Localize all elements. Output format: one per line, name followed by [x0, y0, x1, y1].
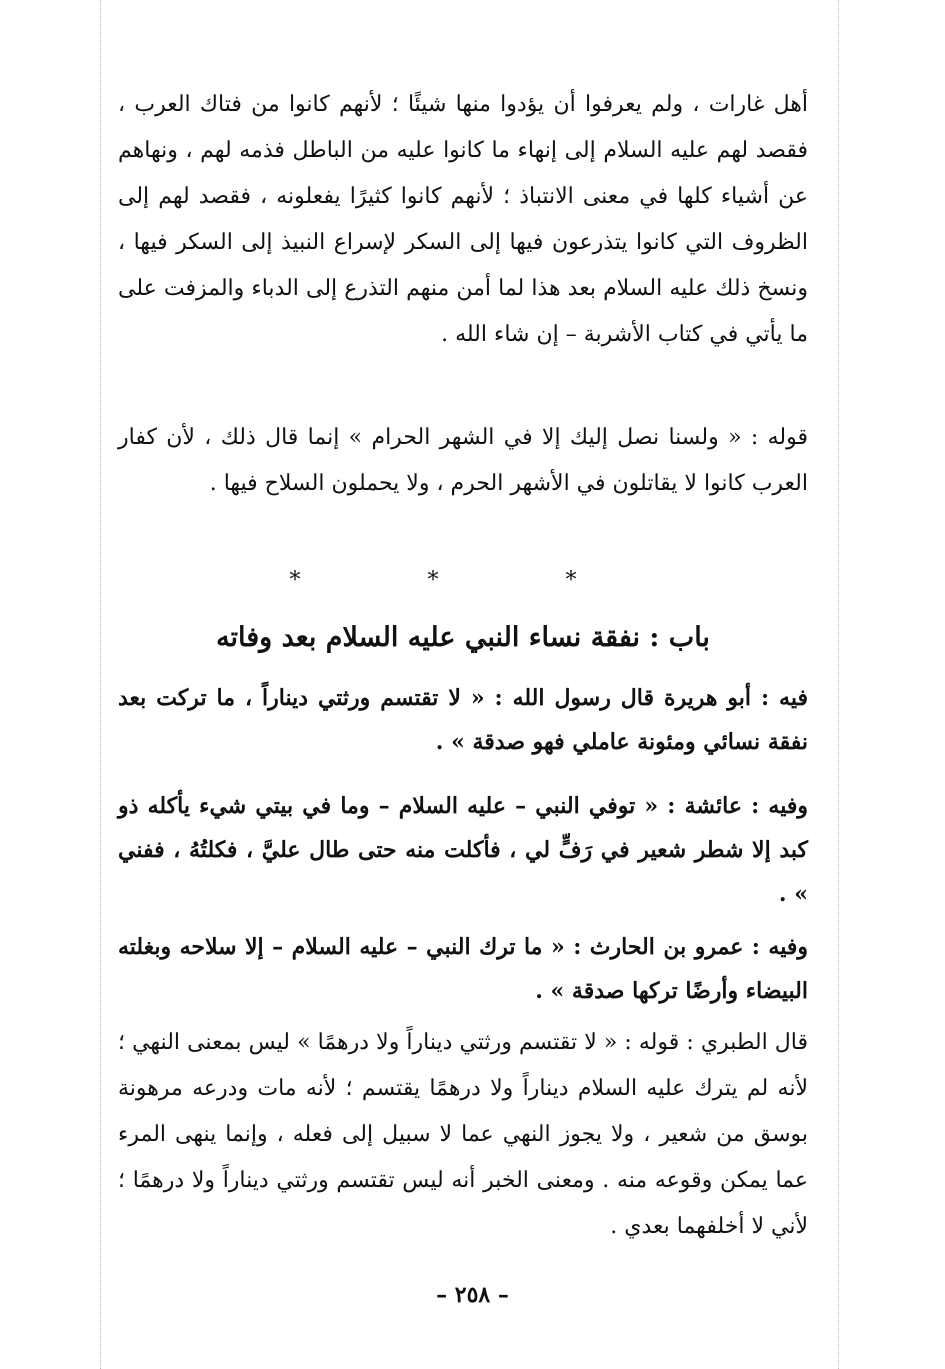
hadith-text: وفيه : عمرو بن الحارث : « ما ترك النبي – عليه السلام – إلا سلاحه وبغلته البيضاء وأرضًا تركها صدقة » .: [118, 934, 808, 1004]
commentary-paragraph-1: [118, 82, 808, 358]
page-number: – ٢٥٨ –: [436, 1282, 509, 1308]
hadith-text: فيه : أبو هريرة قال رسول الله : « لا تقتسم ورثتي ديناراً ، ما تركت بعد نفقة نسائي ومئونة عاملي فهو صدقة » .: [118, 685, 808, 755]
paragraph-text: قوله : « ولسنا نصل إليك إلا في الشهر الحرام » إنما قال ذلك ، لأن كفار العرب كانوا لا يقاتلون في الأشهر الحرم ، ولا يحملون السلاح فيها .: [118, 425, 808, 496]
left-margin-guide: [100, 0, 101, 1369]
commentary-paragraph-2: [118, 415, 808, 507]
section-divider-stars: * * *: [289, 568, 637, 593]
hadith-1: [118, 676, 808, 764]
right-margin-guide: [838, 0, 839, 1369]
hadith-3: [118, 925, 808, 1013]
chapter-heading: باب : نفقة نساء النبي عليه السلام بعد وفاته: [216, 622, 710, 653]
commentary-paragraph-3: [118, 1020, 808, 1250]
hadith-2: [118, 784, 808, 916]
hadith-text: وفيه : عائشة : « توفي النبي – عليه السلام – وما في بيتي شيء يأكله ذو كبد إلا شطر شعير في رَفٍّ لي ، فأكلت منه حتى طال عليَّ ، فكلتُهُ ، ففني » .: [118, 793, 808, 907]
paragraph-text: قال الطبري : قوله : « لا تقتسم ورثتي ديناراً ولا درهمًا » ليس بمعنى النهي ؛ لأنه لم يترك عليه السلام ديناراً ولا درهمًا يقتسم ؛ لأنه مات ودرعه مرهونة بوسق من شعير ، ولا يجوز النهي عما لا سبيل إلى فعله ، وإنما ينهى المرء عما يمكن وقوعه منه . ومعنى الخبر أنه ليس تقتسم ورثتي ديناراً ولا درهمًا ؛ لأني لا أخلفهما بعدي .: [118, 1030, 808, 1239]
paragraph-text: أهل غارات ، ولم يعرفوا أن يؤدوا منها شيئًا ؛ لأنهم كانوا من فتاك العرب ، فقصد لهم عليه السلام إلى إنهاء ما كانوا عليه من الباطل فذمه لهم ، ونهاهم عن أشياء كلها في معنى الانتباذ ؛ لأنهم كانوا كثيرًا يفعلونه ، فقصد لهم إلى الظروف التي كانوا يتذرعون فيها إلى السكر لإسراع النبيذ إلى السكر فيها ، ونسخ ذلك عليه السلام بعد هذا لما أمن منهم التذرع إلى الدباء والمزفت على ما يأتي في كتاب الأشربة – إن شاء الله .: [118, 92, 808, 347]
